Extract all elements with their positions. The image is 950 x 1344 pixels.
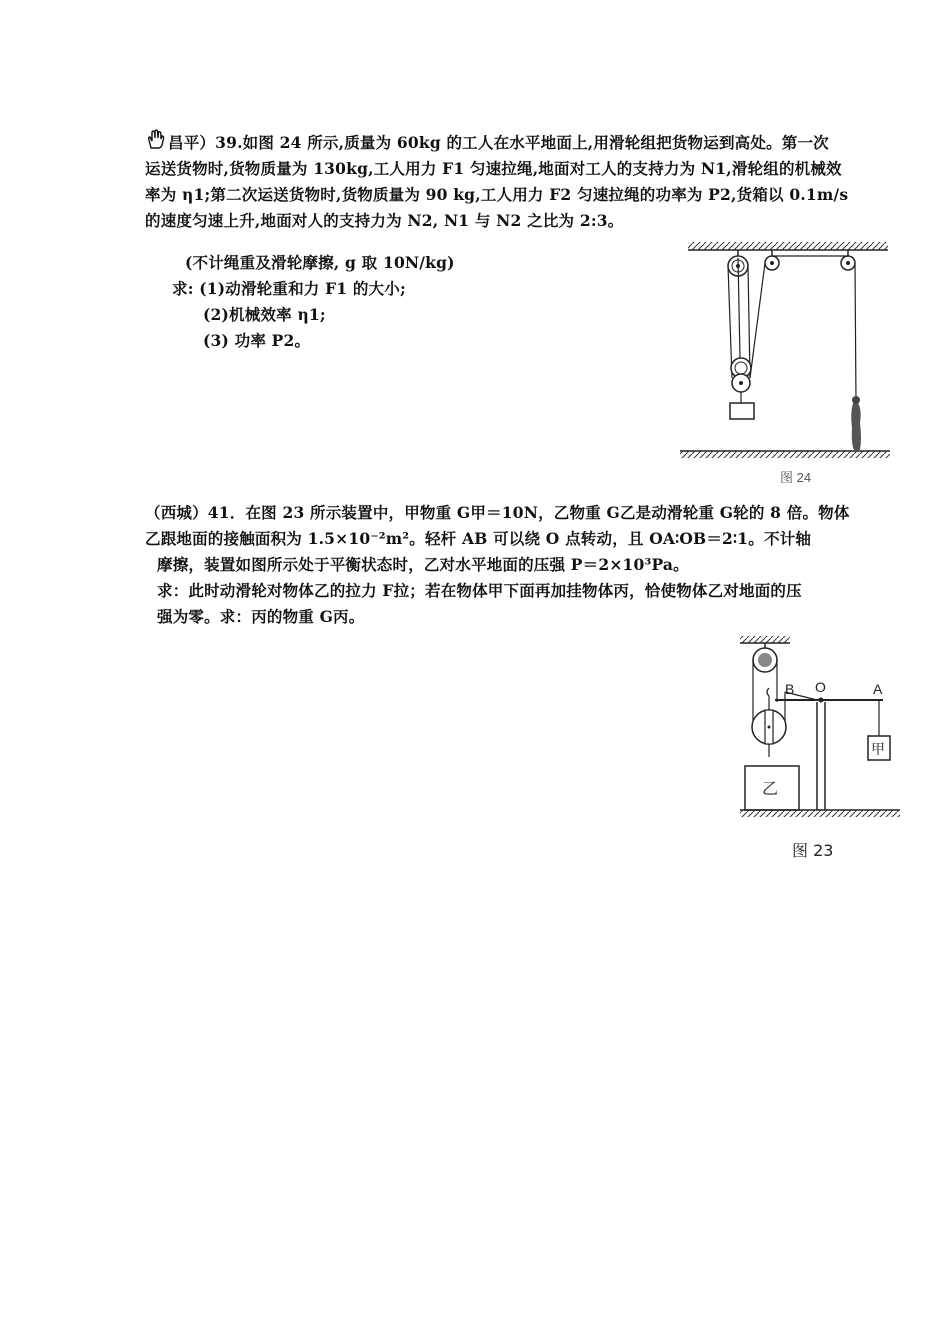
problem2-text xyxy=(145,500,850,552)
problem1-note: (不计绳重及滑轮摩擦, g 取 10N/kg) xyxy=(185,253,455,272)
figure-24-caption: 图 24 xyxy=(780,470,812,483)
figure-23-lever-diagram xyxy=(735,632,905,822)
problem1-text xyxy=(168,130,829,156)
problem2-line-3: 摩擦，装置如图所示处于平衡状态时，乙对水平地面的压强 P＝2×10³Pa。 xyxy=(157,555,689,574)
problem2-line-5: 强为零。求：丙的物重 G丙。 xyxy=(157,607,365,626)
problem2-line-1: （西城）41．在图 23 所示装置中，甲物重 G甲＝10N，乙物重 G乙是动滑轮重 G轮的 8 倍。物体 xyxy=(145,503,850,522)
problem1-ask-3: (3) 功率 P2。 xyxy=(203,331,311,350)
problem1-line-2: 运送货物时,货物质量为 130kg,工人用力 F1 匀速拉绳,地面对工人的支持力为 N1,滑轮组的机械效 xyxy=(145,159,842,178)
movable-pulley xyxy=(752,688,786,757)
movable-pulley xyxy=(731,358,751,403)
problem2-line-4: 求：此时动滑轮对物体乙的拉力 F拉；若在物体甲下面再加挂物体丙，恰使物体乙对地面的压 xyxy=(157,581,802,600)
fixed-pulley-right xyxy=(841,250,855,270)
label-b: B xyxy=(785,681,795,697)
problem1-line-1: 昌平）39.如图 24 所示,质量为 60kg 的工人在水平地面上,用滑轮组把货物运到高处。第一次 xyxy=(168,133,829,152)
fixed-pulley-middle xyxy=(765,250,779,270)
figure-24-pulley-diagram xyxy=(680,238,895,483)
problem2-line-2: 乙跟地面的接触面积为 1.5×10⁻²m²。轻杆 AB 可以绕 O 点转动，且 OA∶OB＝2∶1。不计轴 xyxy=(145,529,812,548)
figure-23-caption: 图 23 xyxy=(792,841,834,860)
cargo-box xyxy=(730,403,754,419)
label-jia: 甲 xyxy=(871,742,885,758)
problem1-text-cont xyxy=(145,156,848,234)
hand-pointer-icon xyxy=(145,128,167,150)
problem1-line-4: 的速度匀速上升,地面对人的支持力为 N2, N1 与 N2 之比为 2:3。 xyxy=(145,211,624,230)
problem1-line-3: 率为 η1;第二次运送货物时,货物质量为 90 kg,工人用力 F2 匀速拉绳的功率为 P2,货箱以 0.1m/s xyxy=(145,185,849,204)
label-a: A xyxy=(873,681,883,697)
problem1-ask-2: (2)机械效率 η1; xyxy=(203,305,326,324)
fixed-pulley xyxy=(753,643,777,672)
label-yi: 乙 xyxy=(762,779,779,798)
ceiling xyxy=(688,242,888,250)
problem1-ask-1: 求: (1)动滑轮重和力 F1 的大小; xyxy=(172,279,406,298)
label-o: O xyxy=(815,679,826,695)
ground xyxy=(680,451,890,458)
worker-figure xyxy=(851,396,861,450)
problem2-text-cont xyxy=(157,552,802,630)
